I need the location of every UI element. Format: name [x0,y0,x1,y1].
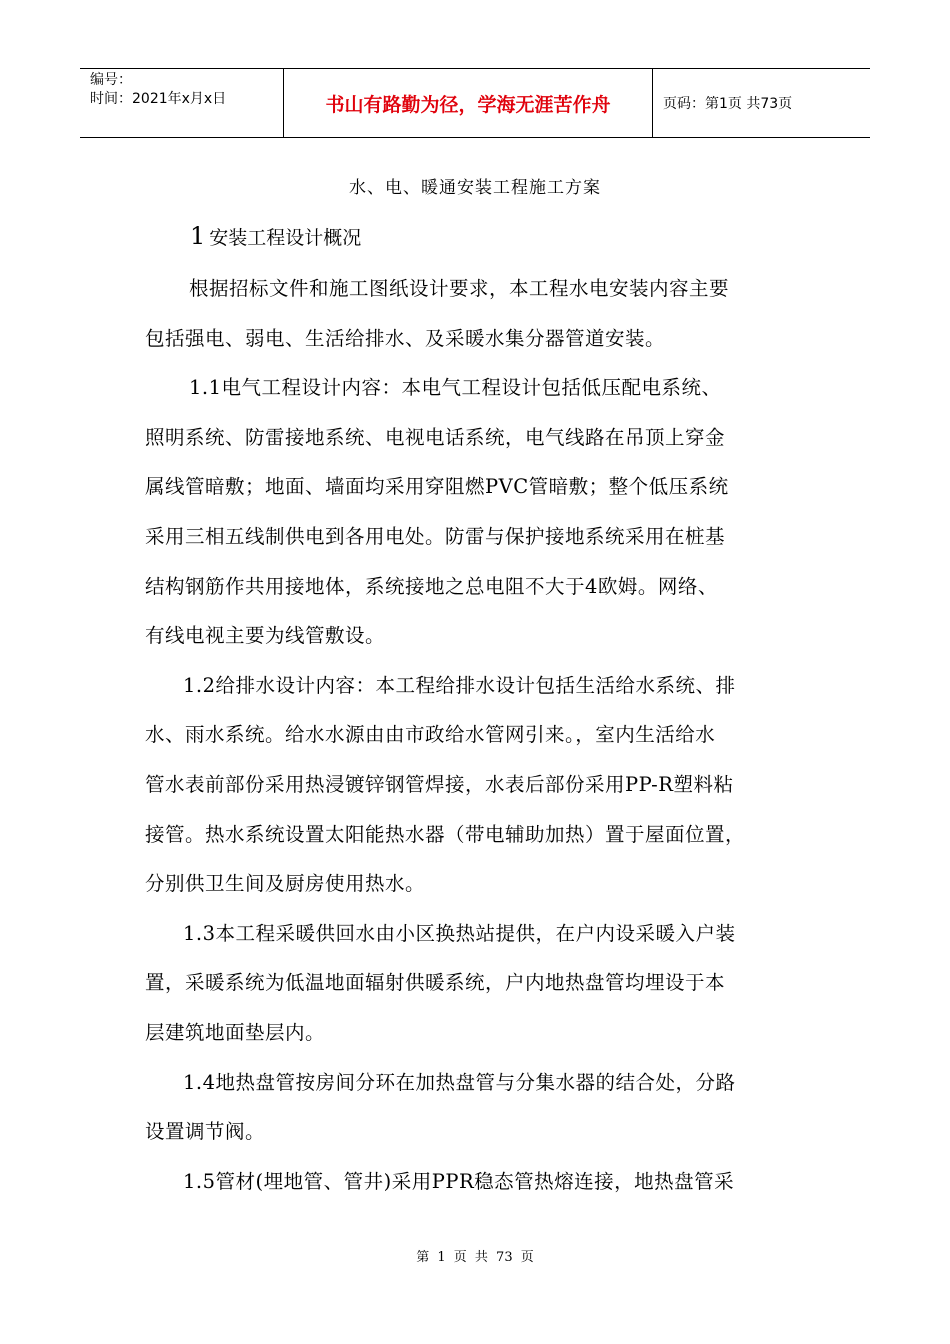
body-line: 分别供卫生间及厨房使用热水。 [145,872,426,896]
body-line: 置，采暖系统为低温地面辐射供暖系统，户内地热盘管均埋设于本 [145,971,726,995]
body-line: 有线电视主要为线管敷设。 [145,624,386,648]
section-number: 1 [190,222,206,250]
page-footer: 第 1 页 共 73 页 [416,1250,534,1265]
body-line: 1.1电气工程设计内容：本电气工程设计包括低压配电系统、 [189,376,722,400]
number-label: 编号： [90,72,132,88]
body-line: 1.5管材(埋地管、管井)采用PPR稳态管热熔连接，地热盘管采 [183,1169,735,1193]
body-line: 水、雨水系统。给水水源由由市政给水管网引来。，室内生活给水 [145,723,716,747]
body-line: 管水表前部份采用热浸镀锌钢管焊接，水表后部份采用PP-R塑料粘 [145,772,734,796]
body-line: 采用三相五线制供电到各用电处。防雷与保护接地系统采用在桩基 [145,524,726,548]
section-heading [190,222,361,250]
body-line: 层建筑地面垫层内。 [145,1020,326,1044]
header-page-info: 页码：第1页 共73页 [663,96,793,112]
body-line: 1.4地热盘管按房间分环在加热盘管与分集水器的结合处，分路 [183,1070,736,1094]
body-line: 1.2给排水设计内容：本工程给排水设计包括生活给水系统、排 [183,673,736,697]
body-line: 1.3本工程采暖供回水由小区换热站提供，在户内设采暖入户装 [183,921,736,945]
body-line: 属线管暗敷；地面、墙面均采用穿阻燃PVC管暗敷；整个低压系统 [145,475,729,499]
body-line: 接管。热水系统设置太阳能热水器（带电辅助加热）置于屋面位置， [145,822,746,846]
body-line: 照明系统、防雷接地系统、电视电话系统，电气线路在吊顶上穿金 [145,425,726,449]
body-line: 根据招标文件和施工图纸设计要求，本工程水电安装内容主要 [189,277,730,300]
body-line: 包括强电、弱电、生活给排水、及采暖水集分器管道安装。 [145,326,666,350]
section-title: 安装工程设计概况 [209,227,362,249]
header-meta [80,69,283,137]
body-line: 设置调节阀。 [145,1120,266,1144]
document-body [145,264,813,1206]
time-label: 时间：2021年x月x日 [90,91,227,107]
header-motto: 书山有路勤为径，学海无涯苦作舟 [283,69,653,137]
document-title: 水、电、暖通安装工程施工方案 [349,178,601,198]
document-header [80,68,870,138]
body-line: 结构钢筋作共用接地体，系统接地之总电阻不大于4欧姆。网络、 [145,574,718,598]
